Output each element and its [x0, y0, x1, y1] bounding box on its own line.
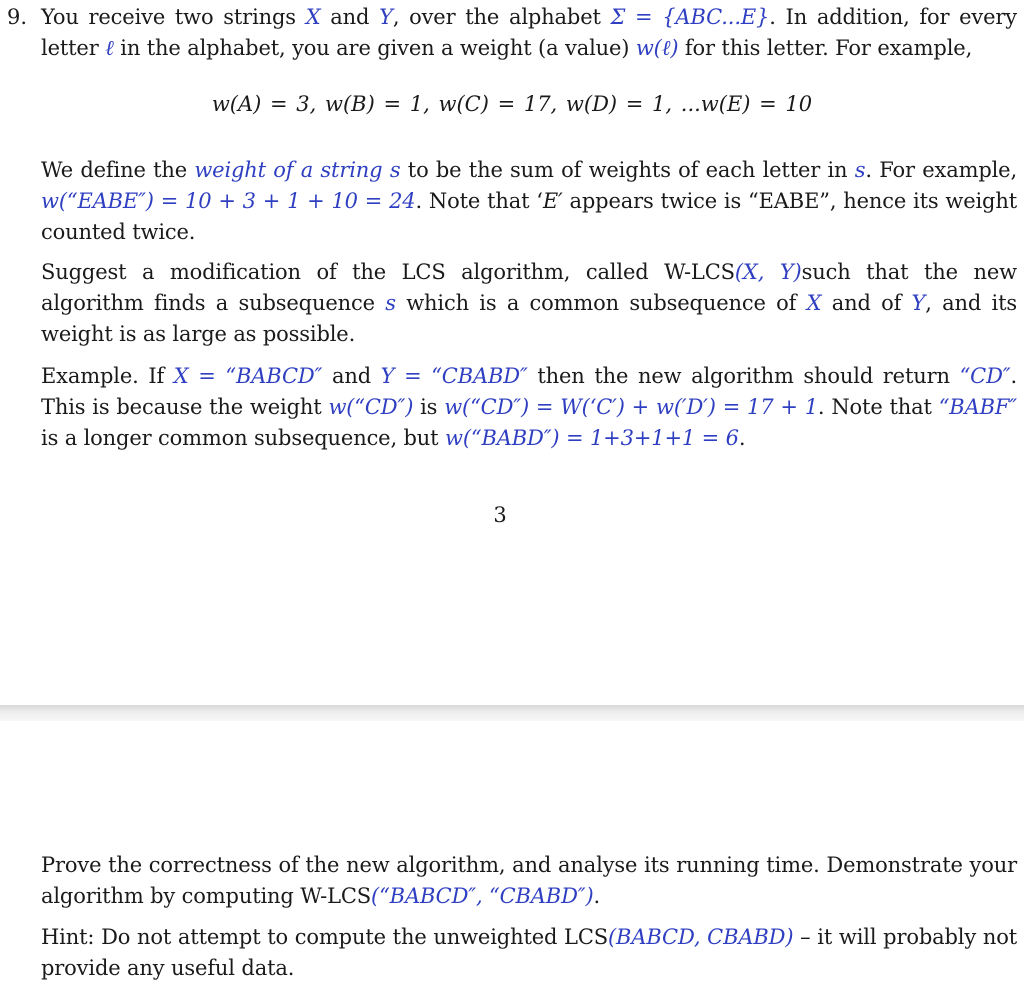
definition-paragraph: [41, 155, 1017, 248]
y-definition: Y = “CBABD″: [380, 364, 528, 388]
def-text-6: appears twice is “EABE”, hence its weight counted twice.: [41, 189, 1018, 244]
def-text-3: to be the sum of weights of each letter in: [400, 158, 855, 182]
def-emphasis: weight of a string: [194, 158, 383, 182]
weight-calc: w(“CD″) = W(‘C′) + w(′D′) = 17 + 1: [444, 395, 818, 419]
weight-calc-2: w(“BABD″) = 1+3+1+1 = 6: [445, 426, 739, 450]
example-text-5: is: [413, 395, 445, 419]
example-text-4: . This is because the weight: [41, 364, 1017, 419]
suggest-text-5: , and its weight is as large as possible.: [41, 291, 1017, 346]
page-divider: [0, 705, 1024, 721]
suggest-text-4: and of: [821, 291, 912, 315]
var-y: Y: [379, 5, 393, 29]
result-cd: “CD″: [959, 364, 1011, 388]
x-definition: X = “BABCD″: [173, 364, 323, 388]
hint-args: (BABCD, CBABD): [608, 925, 794, 949]
hint-text-1: Hint: Do not attempt to compute the unweighted LCS: [41, 925, 609, 949]
prove-args: (“BABCD″, “CBABD″): [371, 884, 594, 908]
intro-text-1: You receive two strings: [41, 5, 306, 29]
var-s-2: s: [854, 158, 866, 182]
prove-text-1: Prove the correctness of the new algorithm, and analyse its running time. Demonstrate your algorithm by computing W-LCS: [41, 853, 1017, 908]
var-x-2: X: [806, 291, 822, 315]
def-text-2: [382, 158, 389, 182]
def-text-4: . For example,: [865, 158, 1017, 182]
intro-text-2: and: [320, 5, 380, 29]
weights-equation: w(A) = 3, w(B) = 1, w(C) = 17, w(D) = 1, ...w(E) = 10: [211, 92, 813, 116]
problem-number: 9.: [7, 5, 28, 29]
wlcs-args: (X, Y): [734, 260, 802, 284]
weight-cd: w(“CD″): [328, 395, 414, 419]
suggest-text-3: which is a common subsequence of: [395, 291, 807, 315]
example-text-2: and: [322, 364, 381, 388]
page-number: 3: [493, 503, 507, 527]
example-paragraph: [41, 361, 1017, 454]
var-ell: ℓ: [105, 36, 114, 60]
def-text-1: We define the: [41, 158, 195, 182]
weight-example: w(“EABE″) = 10 + 3 + 1 + 10 = 24: [41, 189, 416, 213]
example-text-1: Example. If: [41, 364, 174, 388]
intro-text-6: for this letter. For example,: [678, 36, 973, 60]
intro-paragraph: [41, 2, 1017, 64]
var-s-3: s: [385, 291, 396, 315]
string-babf: “BABF″: [938, 395, 1017, 419]
intro-text-5: in the alphabet, you are given a weight (a value): [113, 36, 636, 60]
def-text-5: . Note that ‘: [415, 189, 543, 213]
var-y-2: Y: [911, 291, 926, 315]
intro-text-3: , over the alphabet: [392, 5, 611, 29]
example-text-7: is a longer common subsequence, but: [41, 426, 445, 450]
example-text-8: .: [738, 426, 746, 450]
var-s: s: [389, 158, 401, 182]
prove-paragraph: [41, 850, 1017, 912]
example-text-6: . Note that: [817, 395, 939, 419]
suggest-text-1: Suggest a modification of the LCS algorithm, called W-LCS: [41, 260, 735, 284]
suggest-text-2: such that the new algorithm finds a subsequence: [41, 260, 1017, 315]
example-text-3: then the new algorithm should return: [527, 364, 960, 388]
hint-text-2: – it will probably not provide any useful data.: [41, 925, 1017, 980]
var-x: X: [305, 5, 321, 29]
intro-text-4: . In addition, for every letter: [41, 5, 1018, 60]
suggest-paragraph: [41, 257, 1017, 350]
weight-function: w(ℓ): [635, 36, 679, 60]
letter-e: E′: [542, 189, 563, 213]
hint-paragraph: [41, 922, 1017, 984]
prove-text-2: .: [593, 884, 601, 908]
alphabet-set: Σ = {ABC...E}: [610, 5, 770, 29]
